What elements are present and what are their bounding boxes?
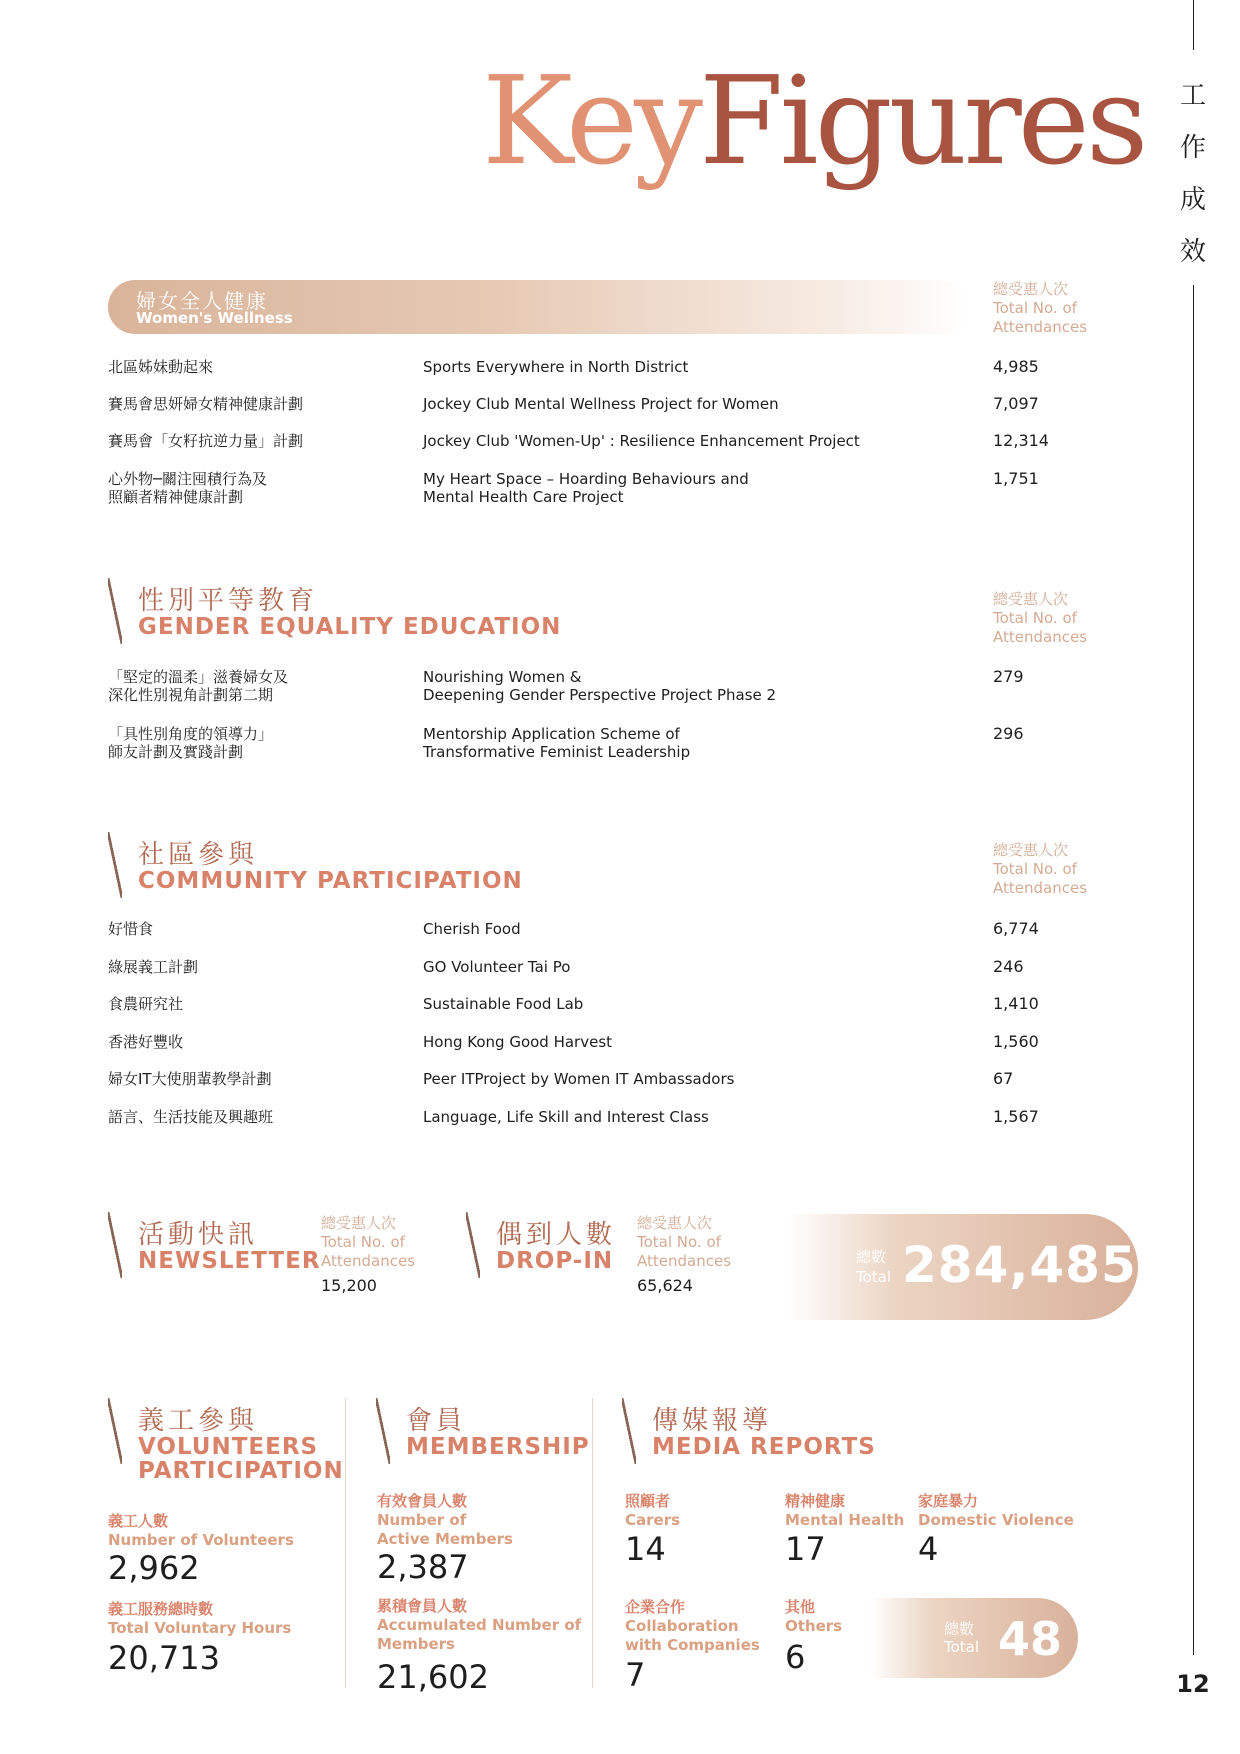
section-title-en: VOLUNTEERS: [138, 1434, 319, 1460]
volunteer-hours: 20,713: [108, 1639, 220, 1677]
media-total-value: 48: [998, 1612, 1063, 1666]
media-carers-value: 14: [625, 1530, 666, 1568]
section-title-zh: 會員: [406, 1406, 467, 1436]
column-divider: [592, 1398, 593, 1688]
section-title-en: Women's Wellness: [136, 309, 293, 327]
side-rule-top: [1193, 0, 1194, 50]
womens-wellness-banner: [108, 280, 968, 334]
section-title-en: DROP-IN: [496, 1248, 614, 1274]
slash-mark: [108, 1212, 122, 1278]
dropin-heading: [466, 1212, 626, 1282]
media-mental-value: 17: [785, 1530, 826, 1568]
section-title-zh: 義工參與: [138, 1406, 259, 1436]
section-title-en-2: PARTICIPATION: [138, 1458, 344, 1484]
accumulated-members: 21,602: [377, 1658, 489, 1696]
womens-wellness-table: [108, 358, 1068, 510]
table-row: 「堅定的溫柔」滋養婦女及 深化性別視角計劃第二期 Nourishing Women & Deepening Gender Perspective Project Phase 2 279: [108, 667, 1024, 704]
media-violence-value: 4: [918, 1530, 939, 1568]
section-title-en: NEWSLETTER: [138, 1248, 321, 1274]
media-heading: [622, 1398, 882, 1468]
page-title: [482, 50, 1145, 192]
page-number: 12: [1176, 1670, 1210, 1698]
attendance-header: 總受惠人次 Total No. of Attendances: [321, 1214, 416, 1270]
active-members: 2,387: [377, 1548, 469, 1586]
title-figures: Figures: [699, 50, 1145, 192]
dropin-value: 65,624: [637, 1276, 693, 1295]
section-title-en: MEMBERSHIP: [406, 1434, 590, 1460]
section-title-zh: 偶到人數: [496, 1220, 617, 1250]
table-row: 心外物─關注囤積行為及 照顧者精神健康計劃 My Heart Space – Hoarding Behaviours and Mental Health Care Project 1,751: [108, 469, 1039, 506]
attendance-header: 總受惠人次 Total No. of Attendances: [993, 841, 1088, 897]
table-row: 香港好豐收 Hong Kong Good Harvest 1,560: [108, 1031, 1039, 1051]
table-row: 賽馬會「女籽抗逆力量」計劃 Jockey Club 'Women-Up' : Resilience Enhancement Project 12,314: [108, 431, 1049, 450]
side-label: 工作成效: [1179, 81, 1206, 267]
volunteers-count: 2,962: [108, 1549, 200, 1587]
title-key: Key: [482, 50, 699, 192]
attendance-header: 總受惠人次 Total No. of Attendances: [993, 590, 1088, 646]
column-divider: [345, 1398, 346, 1688]
slash-mark: [466, 1212, 480, 1278]
section-title-zh: 性別平等教育: [138, 586, 319, 616]
membership-heading: [376, 1398, 596, 1468]
section-title-zh: 社區參與: [138, 840, 259, 870]
table-row: 「具性別角度的領導力」 師友計劃及實踐計劃 Mentorship Application Scheme of Transformative Feminist Leadership 296: [108, 724, 1024, 761]
table-row: 食農研究社 Sustainable Food Lab 1,410: [108, 994, 1039, 1013]
section-title-en: MEDIA REPORTS: [652, 1434, 876, 1460]
media-companies-value: 7: [625, 1656, 646, 1694]
slash-mark: [108, 832, 122, 898]
side-rule-bottom: [1193, 285, 1194, 1655]
section-title-zh: 傳媒報導: [652, 1406, 773, 1436]
table-row: 語言、生活技能及興趣班 Language, Life Skill and Interest Class 1,567: [108, 1106, 1039, 1126]
table-row: 好惜食 Cherish Food 6,774: [108, 919, 1039, 938]
newsletter-value: 15,200: [321, 1276, 377, 1295]
community-table: [108, 920, 1068, 1145]
section-title-zh: 活動快訊: [138, 1220, 259, 1250]
slash-mark: [376, 1398, 390, 1464]
slash-mark: [108, 1398, 122, 1464]
table-row: 綠展義工計劃 GO Volunteer Tai Po 246: [108, 956, 1024, 976]
section-title-en: GENDER EQUALITY EDUCATION: [138, 614, 562, 640]
slash-mark: [622, 1398, 636, 1464]
volunteers-heading: [108, 1398, 348, 1484]
table-row: 婦女IT大使朋輩教學計劃 Peer ITProject by Women IT Ambassadors 67: [108, 1069, 1014, 1088]
media-total-pill: 總數 Total 48: [870, 1598, 1078, 1678]
attendance-header: 總受惠人次 Total No. of Attendances: [993, 280, 1088, 336]
grand-total-pill: 總數 Total 284,485: [788, 1214, 1138, 1320]
table-row: 北區姊妹動起來 Sports Everywhere in North District 4,985: [108, 357, 1039, 376]
grand-total-value: 284,485: [902, 1236, 1137, 1294]
media-others-value: 6: [785, 1638, 806, 1676]
attendance-header: 總受惠人次 Total No. of Attendances: [637, 1214, 732, 1270]
gender-equality-table: [108, 668, 1068, 765]
section-title-en: COMMUNITY PARTICIPATION: [138, 868, 523, 894]
section-title-zh: 婦女全人健康: [136, 289, 268, 313]
table-row: 賽馬會思妍婦女精神健康計劃 Jockey Club Mental Wellness Project for Women 7,097: [108, 394, 1039, 413]
slash-mark: [108, 578, 122, 644]
